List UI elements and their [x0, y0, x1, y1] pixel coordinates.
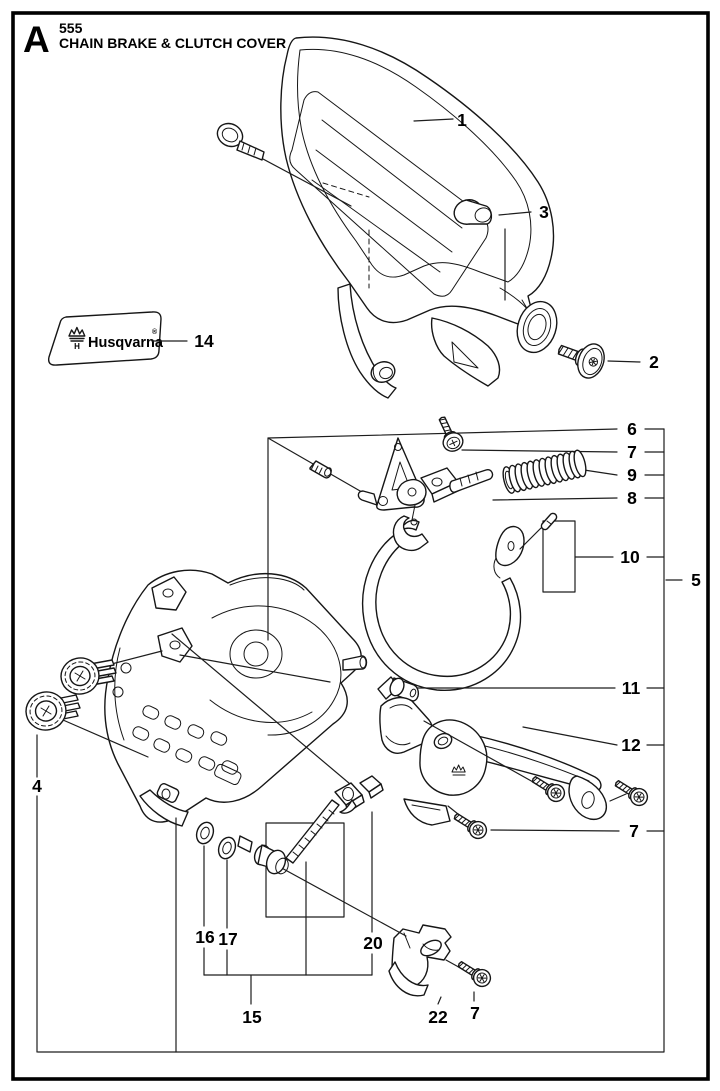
part-10-brake-band	[363, 520, 524, 690]
callout-10: 10	[620, 547, 640, 567]
callout-4: 4	[32, 776, 42, 796]
callout-16: 16	[195, 927, 215, 947]
clutch-cover-inner-body	[105, 570, 367, 826]
page-title: CHAIN BRAKE & CLUTCH COVER	[59, 35, 287, 51]
part-1-clutch-cover	[281, 37, 563, 398]
tensioner-screw-assembly	[238, 800, 339, 876]
part-17-washer	[216, 835, 239, 861]
callout-17: 17	[218, 929, 238, 949]
callout-5: 5	[691, 570, 701, 590]
brand-wordmark: Husqvarna	[88, 335, 163, 351]
model-number: 555	[59, 20, 83, 36]
kit-15-bracket	[204, 975, 372, 1004]
part-14-brand-label	[49, 312, 164, 365]
svg-text:H: H	[74, 342, 80, 351]
part-2-screw	[553, 333, 609, 382]
part-4-knob-lower	[22, 688, 80, 733]
callout-6: 6	[627, 419, 637, 439]
callout-20: 20	[363, 933, 383, 953]
band-hook-plate	[496, 527, 524, 566]
callout-10-box	[543, 521, 575, 592]
part-12-guard-mount	[404, 720, 606, 825]
callout-15: 15	[242, 1007, 262, 1027]
part-22-chain-catcher	[389, 925, 451, 996]
header	[23, 19, 286, 60]
part-8-brake-lever	[358, 438, 492, 550]
callout-2: 2	[649, 352, 659, 372]
screw-7-guard-right	[612, 776, 651, 809]
band-pin	[541, 513, 556, 529]
cover-bracket	[432, 318, 500, 386]
callout-1: 1	[457, 110, 467, 130]
part-6-pin	[310, 461, 333, 478]
callout-7a: 7	[627, 442, 637, 462]
callout-7c: 7	[470, 1003, 480, 1023]
callout-3: 3	[539, 202, 549, 222]
callout-7b: 7	[629, 821, 639, 841]
part-9-spring	[501, 449, 588, 494]
guard-foot	[404, 799, 450, 825]
screw-7-catcher	[455, 957, 494, 990]
callout-12: 12	[621, 735, 641, 755]
tensioner-screw-shaft	[286, 800, 339, 863]
callout-14: 14	[194, 331, 214, 351]
callout-9: 9	[627, 465, 637, 485]
callout-8: 8	[627, 488, 637, 508]
part-20-tensioner-nut	[335, 776, 383, 813]
part-16-washer	[194, 820, 217, 846]
callout-11: 11	[621, 678, 641, 698]
registered-mark: ®	[152, 329, 158, 336]
section-letter: A	[23, 19, 50, 60]
callout-22: 22	[428, 1007, 448, 1027]
